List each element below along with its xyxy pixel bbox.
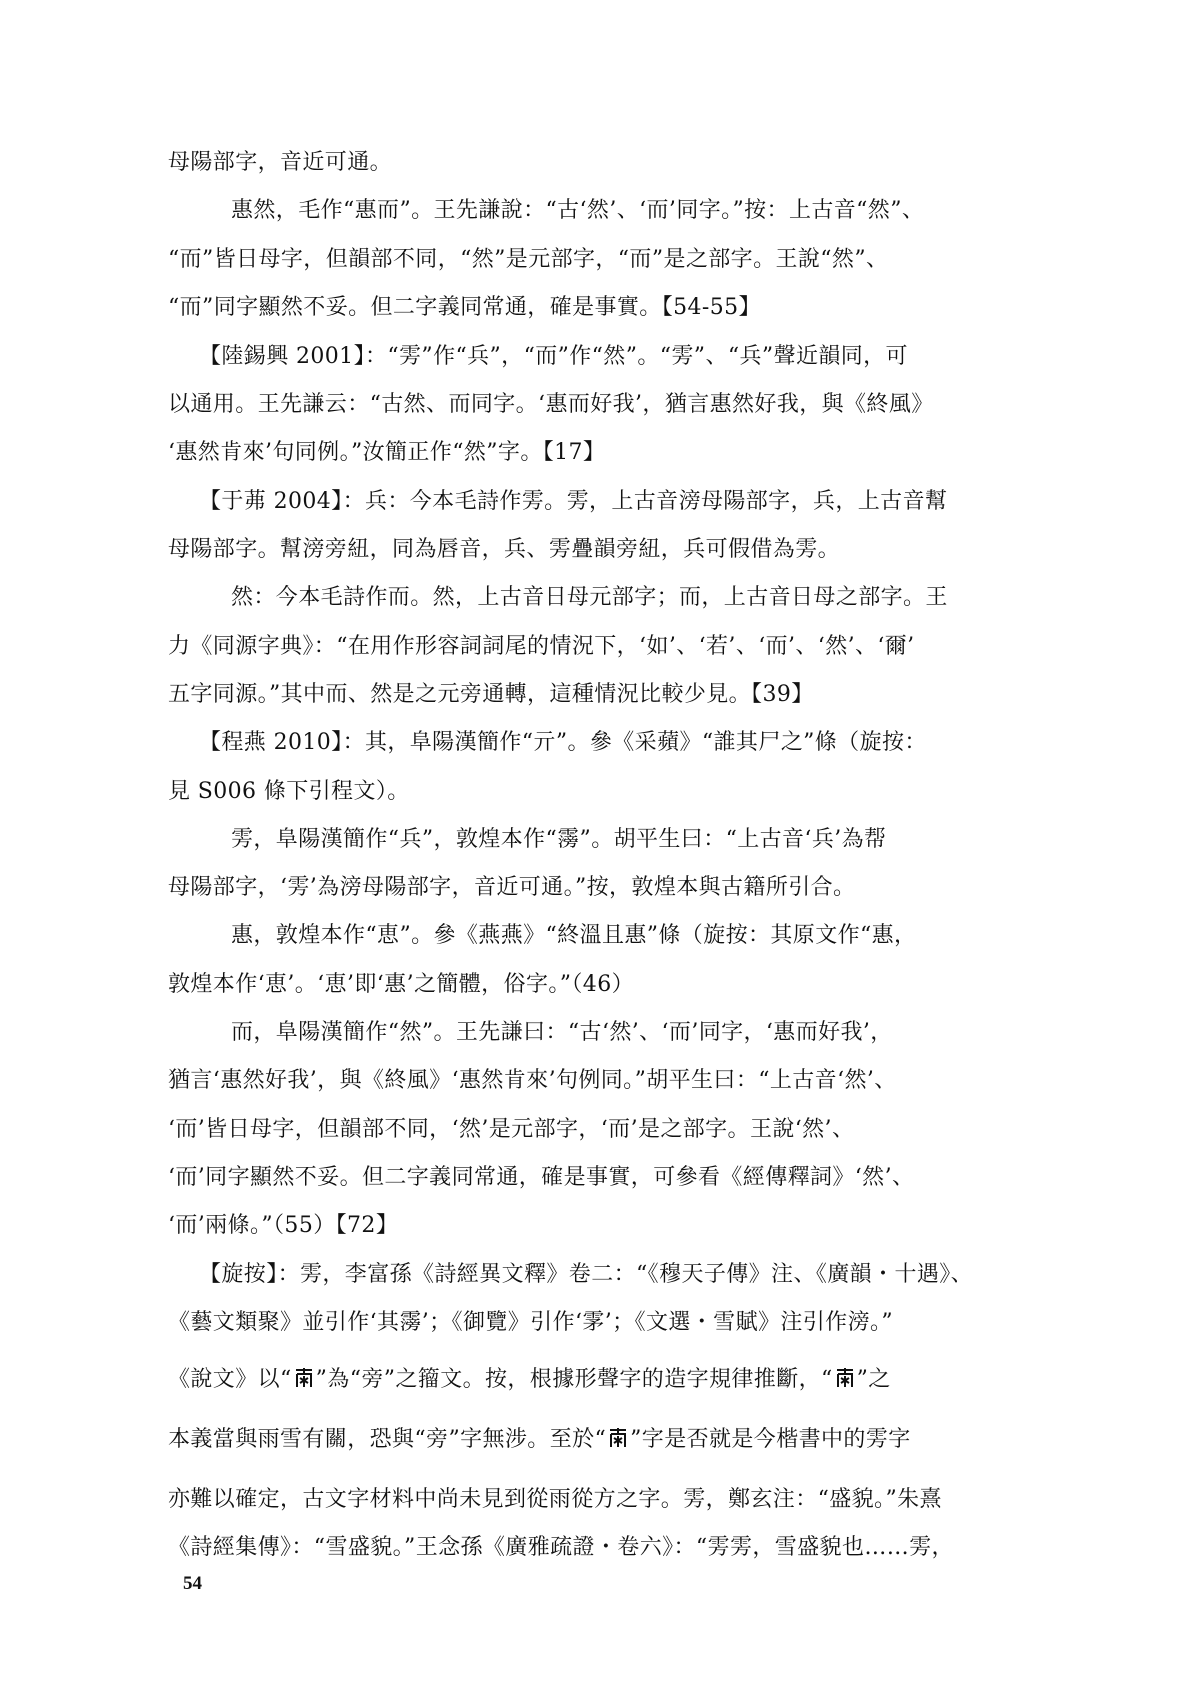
text-line: ‘而’同字顯然不妥。但二字義同常通，確是事實，可參看《經傳釋詞》‘然’、 [168, 1165, 915, 1190]
text-line: ‘惠然肯來’句同例。”汝簡正作“然”字。【17】 [168, 440, 606, 465]
text-line: 而，阜陽漢簡作“然”。王先謙曰：“古‘然’、‘而’同字，‘惠而好我’， [231, 1020, 893, 1045]
text-line: 雱，阜陽漢簡作“兵”，敦煌本作“霶”。胡平生曰：“上古音‘兵’為帮 [231, 827, 887, 852]
text-line: 《詩經集傳》：“雪盛貌。”王念孫《廣雅疏證・卷六》：“雱雱，雪盛貌也……雱， [168, 1535, 954, 1560]
seal-script-glyph-icon [607, 1426, 629, 1450]
text-span: 本義當與雨雪有關，恐與“旁”字無涉。至於“ [168, 1427, 607, 1452]
text-span: ”為“旁”之籀文。按，根據形聲字的造字規律推斷，“ [315, 1367, 833, 1392]
text-line: 以通用。王先謙云：“古然、而同字。‘惠而好我’，猶言惠然好我，與《終風》 [168, 392, 934, 417]
text-line: 母陽部字，音近可通。 [168, 150, 393, 175]
text-line: 五字同源。”其中而、然是之元旁通轉，這種情況比較少見。【39】 [168, 682, 814, 707]
seal-script-glyph-icon [834, 1366, 856, 1390]
text-line: 惠，敦煌本作“恵”。參《燕燕》“終溫且惠”條（旋按：其原文作“惠， [231, 923, 917, 948]
text-line: 惠然，毛作“惠而”。王先謙說：“古‘然’、‘而’同字。”按：上古音“然”、 [231, 198, 925, 223]
text-line: 【旋按】：雱，李富孫《詩經異文釋》卷二：“《穆天子傳》注、《廣韻・十遇》、 [199, 1262, 974, 1287]
text-span: ”之 [856, 1367, 891, 1392]
page-number: 54 [183, 1573, 202, 1594]
text-line [168, 1425, 911, 1455]
text-line: 然：今本毛詩作而。然，上古音日母元部字；而，上古音日母之部字。王 [231, 585, 948, 610]
text-line: “而”同字顯然不妥。但二字義同常通，確是事實。【54-55】 [168, 295, 761, 320]
text-line: 【程燕 2010】：其，阜陽漢簡作“亓”。參《采蘋》“誰其尸之”條（旋按： [199, 730, 927, 755]
seal-script-glyph-icon [293, 1366, 315, 1390]
text-line: 母陽部字。幫滂旁紐，同為唇音，兵、雱疊韻旁紐，兵可假借為雱。 [168, 537, 841, 562]
text-line: 力《同源字典》：“在用作形容詞詞尾的情況下，‘如’、‘若’、‘而’、‘然’、‘爾’ [168, 634, 915, 659]
text-line: 猶言‘惠然好我’，與《終風》‘惠然肯來’句例同。”胡平生曰：“上古音‘然’、 [168, 1068, 897, 1093]
text-line: 《藝文類聚》並引作‘其霶’；《御覽》引作‘雺’；《文選・雪賦》注引作滂。” [168, 1310, 894, 1335]
text-span: 《說文》以“ [168, 1367, 292, 1392]
text-line [168, 1365, 891, 1395]
text-line: 敦煌本作‘恵’。‘恵’即‘惠’之簡體，俗字。”（46） [168, 972, 635, 997]
text-line: 亦難以確定，古文字材料中尚未見到從雨從方之字。雱，鄭玄注：“盛貌。”朱熹 [168, 1487, 942, 1512]
text-line: ‘而’兩條。”（55）【72】 [168, 1213, 399, 1238]
text-line: 母陽部字，‘雱’為滂母陽部字，音近可通。”按，敦煌本與古籍所引合。 [168, 875, 856, 900]
text-line: 【于茀 2004】：兵：今本毛詩作雱。雱，上古音滂母陽部字，兵，上古音幫 [199, 489, 948, 514]
text-line: 【陸錫興 2001】：“雱”作“兵”，“而”作“然”。“雱”、“兵”聲近韻同，可 [199, 344, 908, 369]
text-line: ‘而’皆日母字，但韻部不同，‘然’是元部字，‘而’是之部字。王說‘然’、 [168, 1117, 855, 1142]
text-line: 見 S006 條下引程文）。 [168, 779, 410, 804]
text-line: “而”皆日母字，但韻部不同，“然”是元部字，“而”是之部字。王說“然”、 [168, 247, 889, 272]
text-span: ”字是否就是今楷書中的雱字 [630, 1427, 911, 1452]
